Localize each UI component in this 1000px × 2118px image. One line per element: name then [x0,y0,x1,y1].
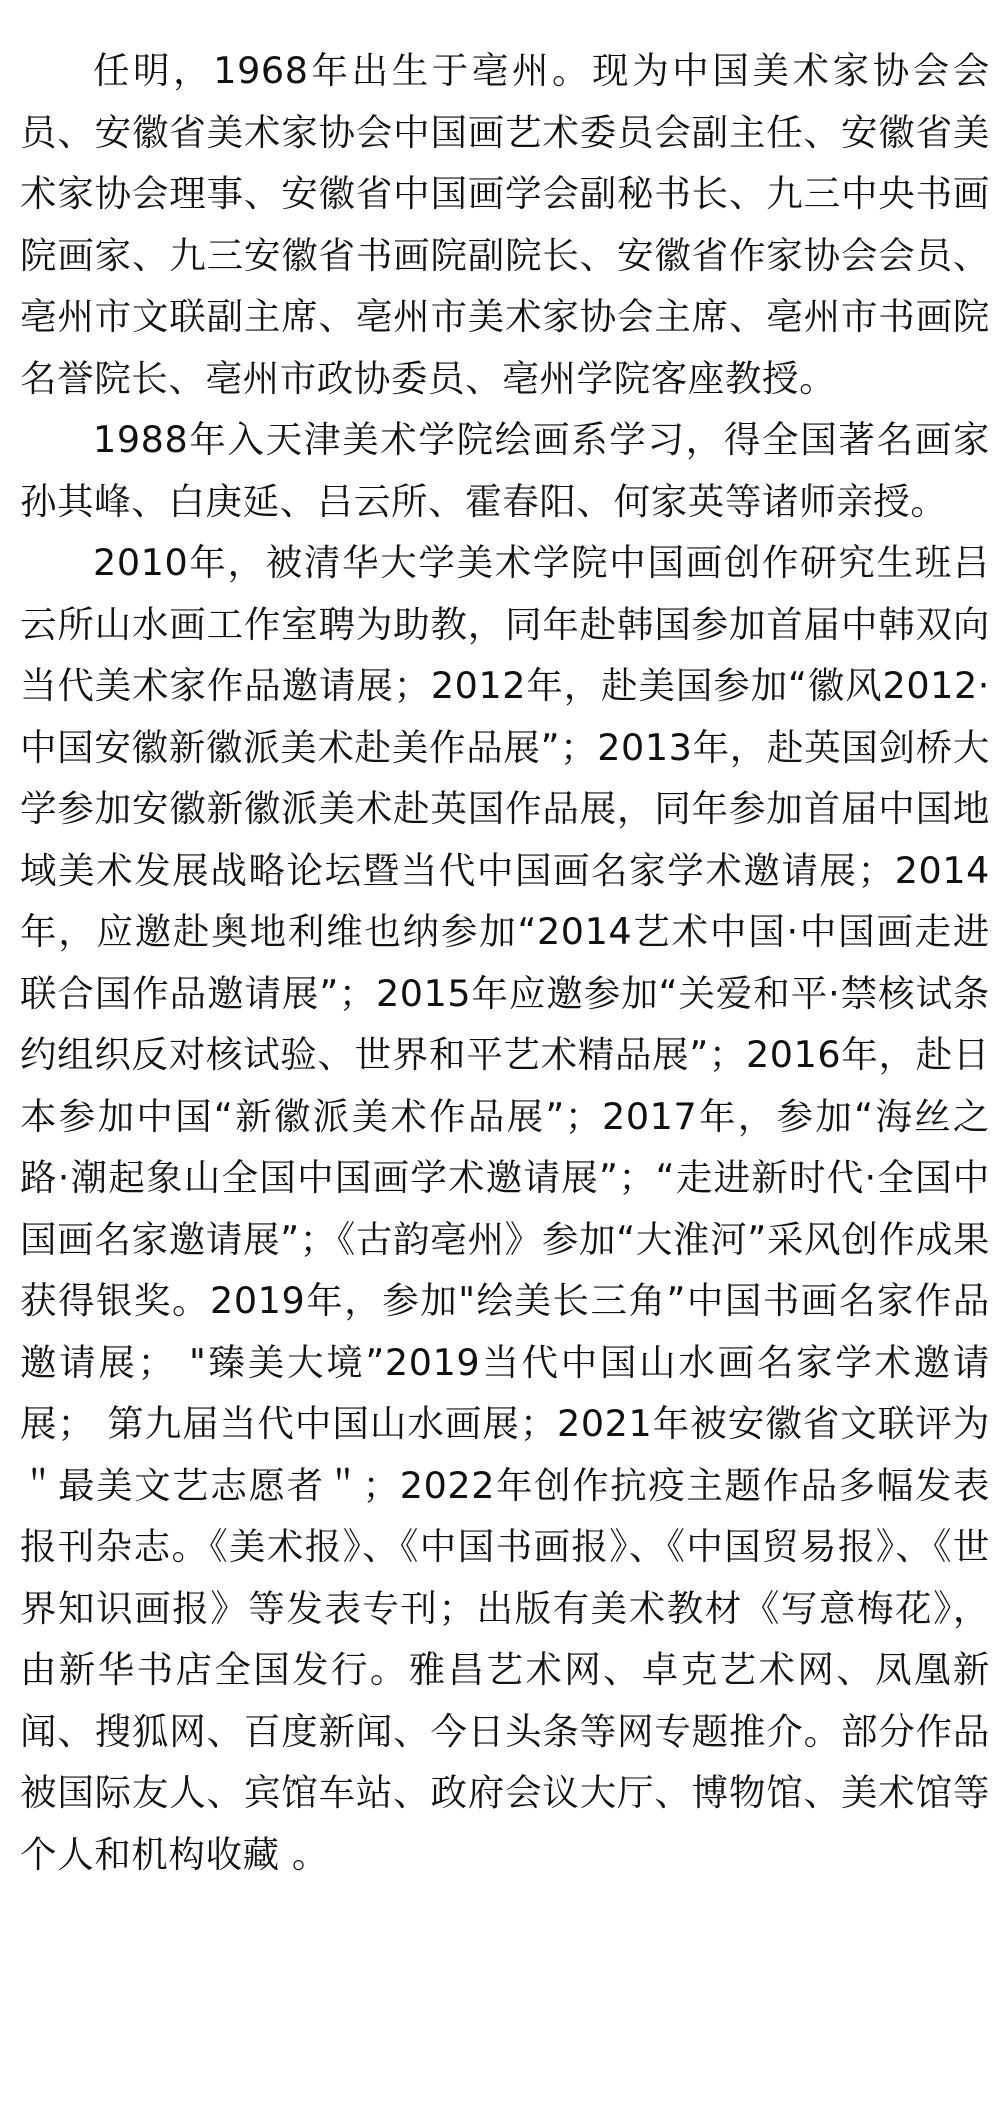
bio-paragraph-intro: 任明，1968年出生于亳州。现为中国美术家协会会员、安徽省美术家协会中国画艺术委员会副主任、安徽省美术家协会理事、安徽省中国画学会副秘书长、九三中央书画院画家、九三安徽省书画院副院长、安徽省作家协会会员、亳州市文联副主席、亳州市美术家协会主席、亳州市书画院名誉院长、亳州市政协委员、亳州学院客座教授。 [20,49,990,400]
bio-paragraph-exhibitions: 2010年，被清华大学美术学院中国画创作研究生班吕云所山水画工作室聘为助教，同年赴韩国参加首届中韩双向当代美术家作品邀请展；2012年，赴美国参加“徽风2012·中国安徽新徽派美术赴美作品展”；2013年，赴英国剑桥大学参加安徽新徽派美术赴英国作品展，同年参加首届中国地域美术发展战略论坛暨当代中国画名家学术邀请展；2014年，应邀赴奥地利维也纳参加“2014艺术中国·中国画走进联合国作品邀请展”；2015年应邀参加“关爱和平·禁核试条约组织反对核试验、世界和平艺术精品展”；2016年，赴日本参加中国“新徽派美术作品展”；2017年，参加“海丝之路·潮起象山全国中国画学术邀请展”；“走进新时代·全国中国画名家邀请展”；《古韵亳州》参加“大淮河”采风创作成果获得银奖。2019年，参加"绘美长三角”中国书画名家作品邀请展； "臻美大境”2019当代中国山水画名家学术邀请展； 第九届当代中国山水画展；2021年被安徽省文联评为＂最美文艺志愿者＂；2022年创作抗疫主题作品多幅发表报刊杂志。《美术报》、《中国书画报》、《中国贸易报》、《世界知识画报》等发表专刊；出版有美术教材《写意梅花》，由新华书店全国发行。雅昌艺术网、卓克艺术网、凤凰新闻、搜狐网、百度新闻、今日头条等网专题推介。部分作品被国际友人、宾馆车站、政府会议大厅、博物馆、美术馆等个人和机构收藏 。 [20,541,990,1876]
bio-paragraph-education: 1988年入天津美术学院绘画系学习，得全国著名画家孙其峰、白庚延、吕云所、霍春阳、何家英等诸师亲授。 [20,418,990,523]
